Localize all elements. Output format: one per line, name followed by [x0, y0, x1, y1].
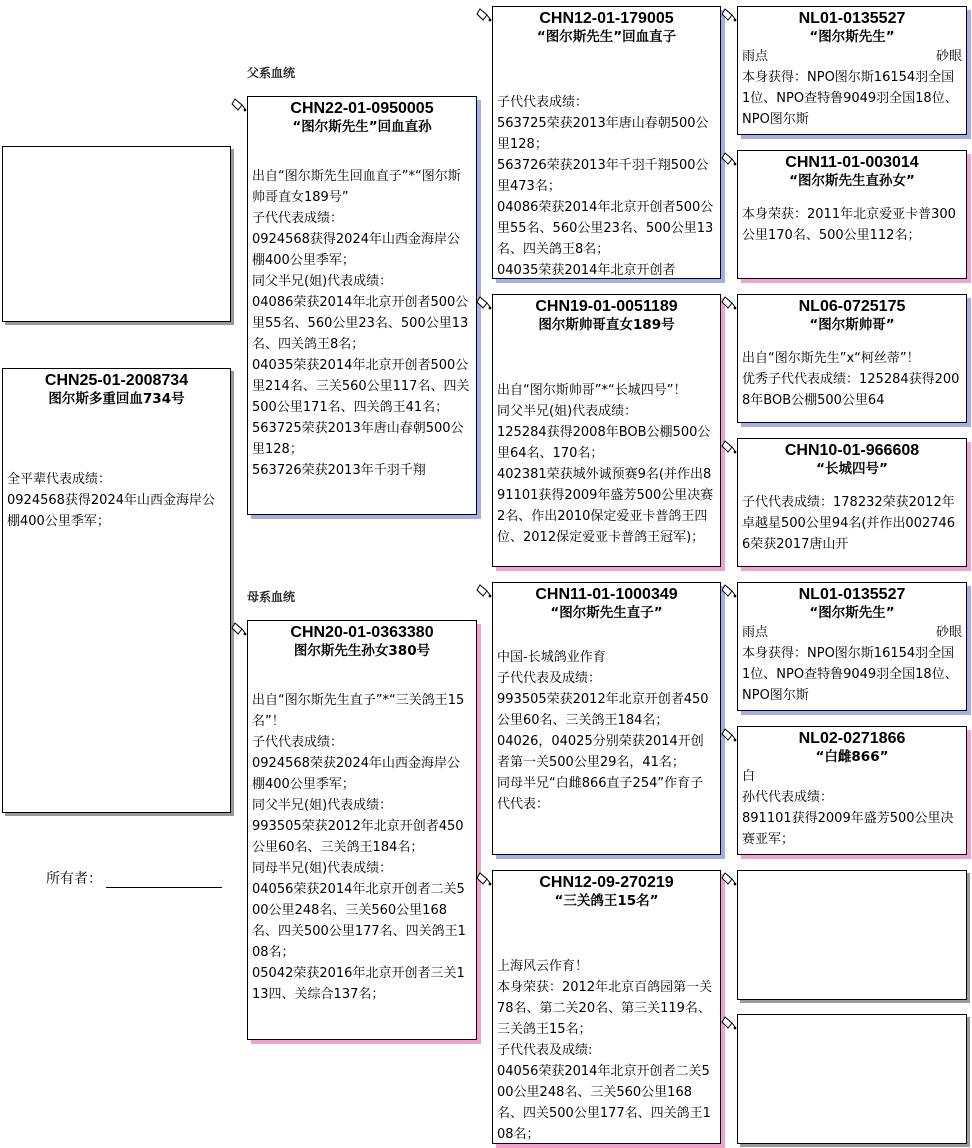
ring-number: CHN10-01-966608 — [784, 442, 920, 459]
owner-label: 所有者： — [46, 871, 102, 887]
color-eye-row — [738, 622, 966, 643]
pigeon-name: “白雌866” — [815, 749, 889, 765]
pigeon-name: “长城四号” — [816, 461, 888, 477]
sire-sire-card — [492, 6, 721, 279]
pigeon-name: “图尔斯先生直孙女” — [789, 173, 915, 189]
ring-number: NL01-0135527 — [798, 586, 906, 603]
sire-dam-dam-card — [737, 438, 967, 567]
eye-type: 砂眼 — [935, 625, 962, 640]
pigeon-description: 中国-长城鸽业作育 子代代表及成绩： 993505荣获2012年北京开创者450公里60名、三关鸽王184名； 04026，04025分别荣获2014开创者第一关500公里29名，41名； 同母半兄“白雌866直子254”作育子代代表： — [497, 650, 709, 812]
ring-number: CHN11-01-003014 — [785, 154, 919, 171]
pigeon-name: “图尔斯先生”回血直孙 — [292, 119, 432, 135]
edit-bucket-icon[interactable] — [721, 6, 737, 22]
sire-line-label: 父系血统 — [247, 66, 296, 80]
photo-placeholder — [2, 146, 231, 322]
ring-number: CHN19-01-0051189 — [535, 298, 678, 315]
dam-sire-card — [492, 582, 721, 855]
ring-number: CHN25-01-2008734 — [44, 372, 189, 389]
ring-number: CHN12-01-179005 — [539, 10, 674, 27]
sire-dam-sire-card — [737, 294, 967, 423]
pigeon-description: 出自“图尔斯帅哥”*“长城四号”！ 同父半兄(姐)代表成绩： 125284获得2008年BOB公棚500公里64名、170名； 402381荣获城外诚预赛9名(并作出891101获得2009年盛芳500公里决赛2名、作出2010保定爱亚卡普鸽王四位、2012保定爱亚卡普鸽王冠军)； — [497, 383, 714, 545]
ring-number: NL06-0725175 — [798, 298, 906, 315]
dam-dam-sire-card-empty — [737, 870, 967, 1000]
eye-type: 砂眼 — [935, 49, 962, 64]
dam-sire-sire-card — [737, 582, 967, 711]
pigeon-description: 出自“图尔斯先生回血直子”*“图尔斯帅哥直女189号” 子代代表成绩： 0924568获得2024年山西金海岸公棚400公里季军； 同父半兄(姐)代表成绩： 04086荣获2014年北京开创者500公里55名、560公里23名、500公里13名、四关鸽王8名； 04035荣获2014年北京开创者500公里214名、三关560公里117名、四关500公里171名、四关鸽王41名； 563725荣获2013年唐山春朝500公里128； 563726荣获2013年千羽千翔 — [252, 169, 470, 478]
ring-number: CHN22-01-0950005 — [290, 100, 434, 117]
subject-card — [2, 368, 231, 813]
edit-bucket-icon[interactable] — [476, 6, 492, 22]
pigeon-name: “图尔斯先生” — [809, 605, 895, 621]
dam-sire-dam-card — [737, 726, 967, 855]
feather-color: 雨点 — [742, 625, 769, 640]
pigeon-description: 子代代表成绩： 563725荣获2013年唐山春朝500公里128； 563726荣获2013年千羽千翔500公里473名； 04086荣获2014年北京开创者500公里55名、560公里23名、500公里13名、四关鸽王8名； 04035荣获2014年北京开创者 — [497, 95, 714, 278]
edit-bucket-icon[interactable] — [721, 1014, 737, 1030]
sire-dam-card — [492, 294, 721, 567]
pigeon-description: 出自“图尔斯先生直子”*“三关鸽王15名”！ 子代代表成绩： 0924568荣获2024年山西金海岸公棚400公里季军； 同父半兄(姐)代表成绩： 993505荣获2012年北京开创者450公里60名、三关鸽王184名； 同母半兄(姐)代表成绩： 04056荣获2014年北京开创者二关500公里248名、三关560公里168名、四关500公里177名、四关鸽王108名； 05042荣获2016年北京开创者三关113四、关综合137名； — [252, 693, 466, 1002]
color-eye-row — [738, 46, 966, 67]
edit-bucket-icon[interactable] — [721, 294, 737, 310]
edit-bucket-icon[interactable] — [721, 150, 737, 166]
sire-sire-dam-card — [737, 150, 967, 279]
pigeon-name: “三关鸽王15名” — [554, 893, 659, 909]
pigeon-description: 出自“图尔斯先生”x“柯丝蒂”！ 优秀子代代表成绩：125284获得2008年BOB公棚500公里64 — [742, 351, 960, 408]
edit-bucket-icon[interactable] — [476, 870, 492, 886]
pigeon-name: “图尔斯先生” — [809, 29, 895, 45]
edit-bucket-icon[interactable] — [721, 438, 737, 454]
edit-bucket-icon[interactable] — [476, 294, 492, 310]
pigeon-name: 图尔斯帅哥直女189号 — [538, 317, 675, 333]
pigeon-description: 子代代表成绩：178232荣获2012年卓越星500公里94名(并作出0027466荣获2017唐山开 — [742, 495, 956, 552]
pigeon-name: 图尔斯多重回血734号 — [48, 391, 185, 407]
pigeon-description: 本身获得：NPO图尔斯16154羽全国1位、NPO查特鲁9049羽全国18位、NPO图尔斯 — [742, 70, 958, 127]
edit-bucket-icon[interactable] — [231, 96, 247, 112]
pigeon-name: “图尔斯先生直子” — [550, 605, 663, 621]
dam-card — [247, 620, 477, 1040]
dam-line-label: 母系血统 — [247, 590, 296, 604]
ring-number: CHN11-01-1000349 — [535, 586, 678, 603]
pigeon-name: “图尔斯帅哥” — [809, 317, 895, 333]
sire-card — [247, 96, 477, 515]
pigeon-name: “图尔斯先生”回血直子 — [536, 29, 677, 45]
pigeon-description: 本身荣获：2011年北京爱亚卡普300公里170名、500公里112名； — [742, 207, 956, 243]
feather-color: 白 — [742, 769, 756, 784]
ring-number: CHN12-09-270219 — [539, 874, 674, 891]
pigeon-description: 孙代代表成绩： 891101获得2009年盛芳500公里决赛亚军； — [742, 790, 954, 847]
edit-bucket-icon[interactable] — [231, 620, 247, 636]
dam-dam-card — [492, 870, 721, 1144]
pigeon-description: 全平辈代表成绩： 0924568获得2024年山西金海岸公棚400公里季军； — [7, 472, 215, 529]
dam-dam-dam-card-empty — [737, 1014, 967, 1144]
sire-sire-sire-card — [737, 6, 967, 135]
owner-blank-line — [106, 873, 222, 888]
ring-number: CHN20-01-0363380 — [290, 624, 434, 641]
ring-number: NL01-0135527 — [798, 10, 906, 27]
feather-color: 雨点 — [742, 49, 769, 64]
pigeon-description: 本身获得：NPO图尔斯16154羽全国1位、NPO查特鲁9049羽全国18位、NPO图尔斯 — [742, 646, 958, 703]
edit-bucket-icon[interactable] — [721, 582, 737, 598]
pigeon-description: 上海风云作育！ 本身荣获：2012年北京百鸽园第一关78名、第二关20名、第三关119名、三关鸽王15名； 子代代表及成绩: 04056荣获2014年北京开创者二关500公里248名、三关560公里168名、四关500公里177名、四关鸽王108名； — [497, 959, 713, 1142]
edit-bucket-icon[interactable] — [476, 582, 492, 598]
edit-bucket-icon[interactable] — [721, 870, 737, 886]
owner-field — [46, 868, 222, 888]
edit-bucket-icon[interactable] — [721, 726, 737, 742]
ring-number: NL02-0271866 — [798, 730, 906, 747]
pigeon-name: 图尔斯先生孙女380号 — [293, 643, 431, 659]
